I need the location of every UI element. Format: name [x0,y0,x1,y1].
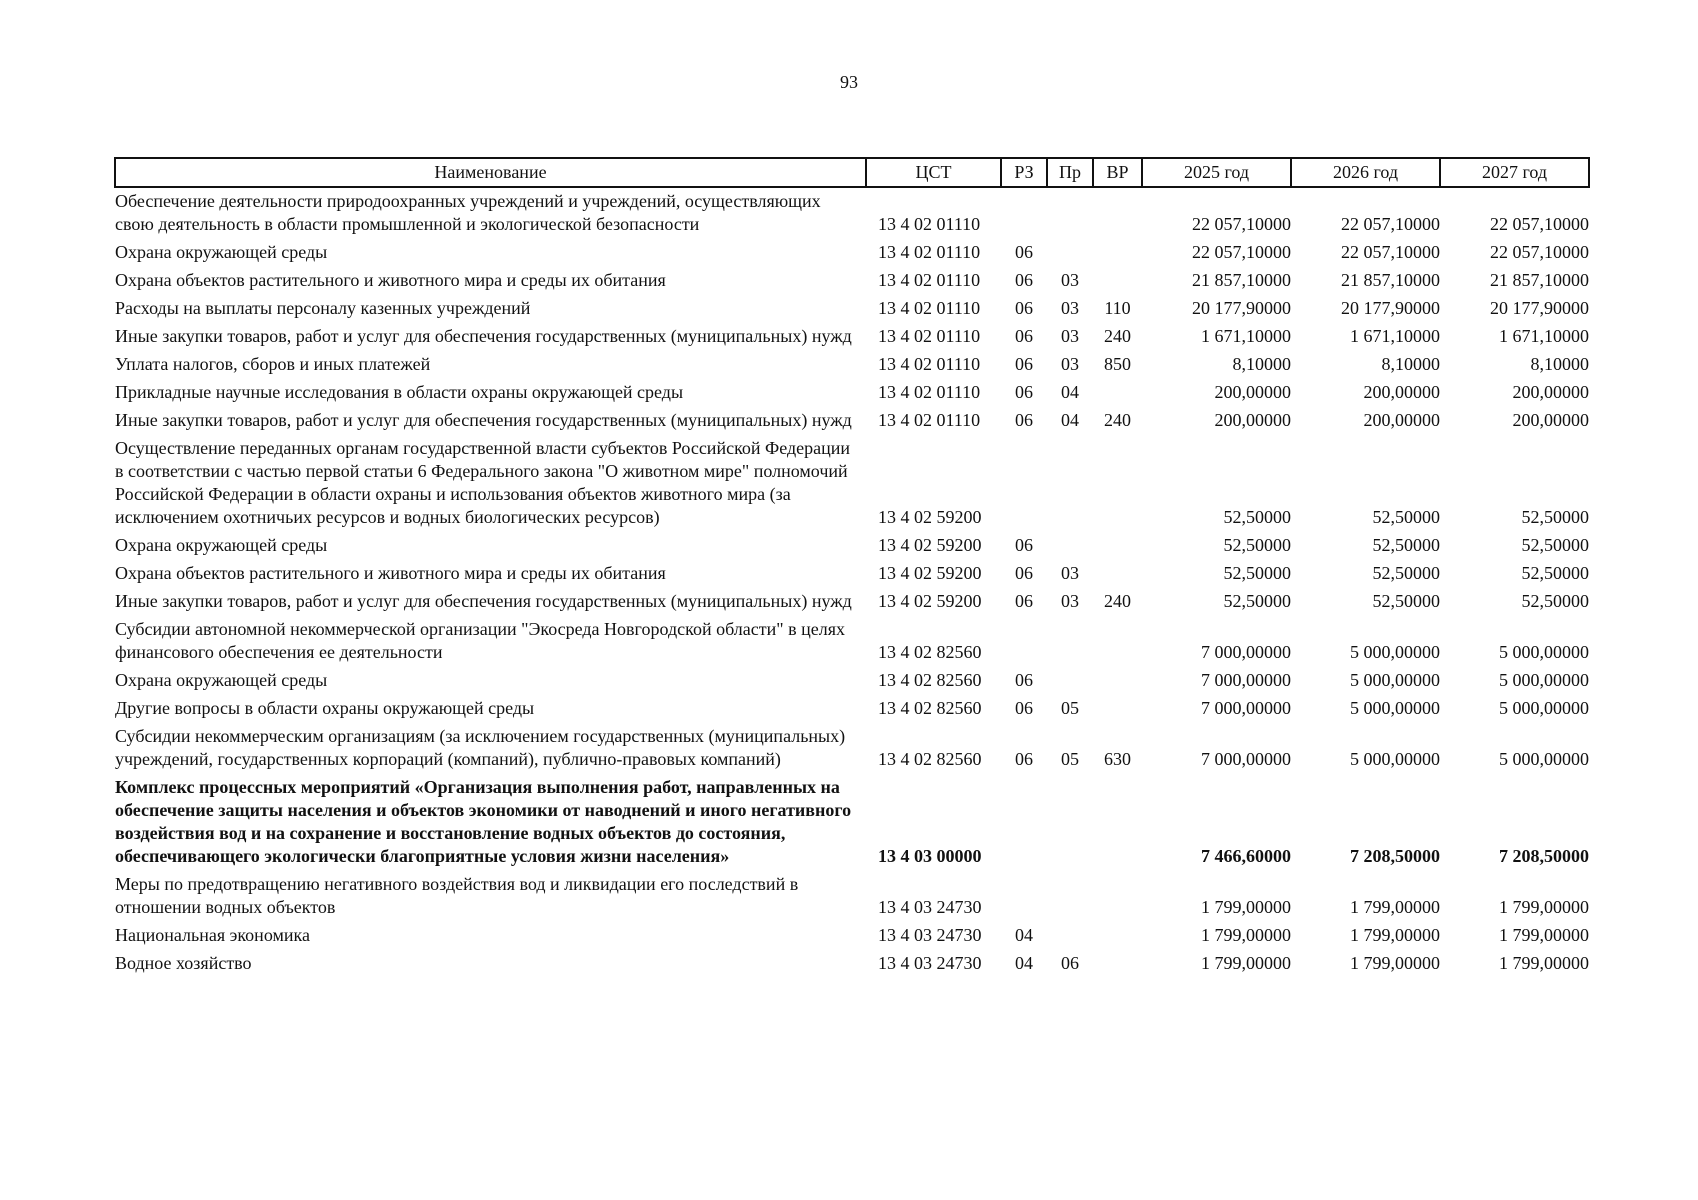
row-amount-2026: 5 000,00000 [1350,749,1440,769]
row-name: Обеспечение деятельности природоохранных учреждений и учреждений, осуществляющих свою деятельность в области промышленной и экологической безопасности [115,191,821,234]
row-name: Охрана объектов растительного и животного мира и среды их обитания [115,563,666,583]
row-pr [1047,871,1093,922]
row-name: Иные закупки товаров, работ и услуг для обеспечения государственных (муниципальных) нужд [115,326,852,346]
row-rz: 06 [1015,270,1033,290]
row-amount-2026: 7 208,50000 [1350,846,1440,866]
row-rz [1001,187,1047,239]
row-amount-2026: 21 857,10000 [1341,270,1440,290]
table-body [115,187,1589,978]
row-cst: 13 4 02 01110 [878,214,981,234]
row-vr: 240 [1104,591,1131,611]
row-rz: 06 [1015,749,1033,769]
table-row [115,532,1589,560]
row-vr [1093,435,1142,532]
table-row [115,695,1589,723]
table-row [115,588,1589,616]
row-name: Осуществление переданных органам государственной власти субъектов Российской Федерации в соответствии с частью первой статьи 6 Федерального закона "О животном мире" полномочий Российской Федерации в области охраны и использования объектов животного мира (за исключением охотничьих ресурсов и водных биологических ресурсов) [115,438,851,527]
row-amount-2027: 22 057,10000 [1490,214,1589,234]
row-amount-2027: 21 857,10000 [1490,270,1589,290]
header-name: Наименование [115,158,866,187]
row-pr: 05 [1061,698,1079,718]
row-amount-2025: 1 671,10000 [1201,326,1291,346]
row-pr [1047,616,1093,667]
row-amount-2026: 5 000,00000 [1350,670,1440,690]
row-vr [1093,532,1142,560]
row-rz [1001,616,1047,667]
row-cst: 13 4 02 01110 [878,242,981,262]
row-amount-2027: 1 671,10000 [1499,326,1589,346]
row-pr [1047,532,1093,560]
row-amount-2025: 52,50000 [1223,507,1291,527]
row-amount-2027: 200,00000 [1512,382,1589,402]
row-pr [1047,187,1093,239]
row-pr: 03 [1061,354,1079,374]
row-vr: 630 [1104,749,1131,769]
row-amount-2025: 7 000,00000 [1201,698,1291,718]
row-name: Охрана окружающей среды [115,670,328,690]
row-amount-2025: 20 177,90000 [1192,298,1291,318]
table-row [115,295,1589,323]
table-row [115,950,1589,978]
row-amount-2025: 8,10000 [1232,354,1291,374]
table-row [115,667,1589,695]
row-amount-2027: 52,50000 [1521,507,1589,527]
row-pr: 04 [1061,410,1079,430]
row-rz [1001,774,1047,871]
row-amount-2026: 20 177,90000 [1341,298,1440,318]
row-amount-2025: 1 799,00000 [1201,897,1291,917]
row-amount-2027: 7 208,50000 [1499,846,1589,866]
row-amount-2025: 200,00000 [1214,410,1291,430]
row-pr: 03 [1061,563,1079,583]
table-row [115,267,1589,295]
row-rz: 06 [1015,698,1033,718]
row-amount-2027: 1 799,00000 [1499,897,1589,917]
row-amount-2026: 8,10000 [1381,354,1440,374]
row-rz: 06 [1015,298,1033,318]
row-name: Субсидии некоммерческим организациям (за исключением государственных (муниципальных) учреждений, государственных корпораций (компаний), публично-правовых компаний) [115,726,846,769]
row-name: Расходы на выплаты персоналу казенных учреждений [115,298,531,318]
row-vr: 240 [1104,410,1131,430]
row-cst: 13 4 02 82560 [878,749,982,769]
row-amount-2027: 52,50000 [1521,591,1589,611]
row-cst: 13 4 03 00000 [878,846,982,866]
row-name: Национальная экономика [115,925,310,945]
row-amount-2025: 7 000,00000 [1201,670,1291,690]
row-amount-2025: 52,50000 [1223,535,1291,555]
row-rz: 06 [1015,670,1033,690]
row-amount-2026: 1 799,00000 [1350,953,1440,973]
row-amount-2026: 52,50000 [1372,507,1440,527]
row-cst: 13 4 02 01110 [878,410,981,430]
table-row [115,239,1589,267]
row-vr [1093,667,1142,695]
row-amount-2027: 1 799,00000 [1499,925,1589,945]
row-vr: 850 [1104,354,1131,374]
row-pr: 04 [1061,382,1079,402]
row-amount-2027: 5 000,00000 [1499,670,1589,690]
row-pr: 06 [1061,953,1079,973]
row-rz: 06 [1015,242,1033,262]
table-row [115,379,1589,407]
row-cst: 13 4 03 24730 [878,897,982,917]
row-name: Охрана окружающей среды [115,242,328,262]
row-rz: 04 [1015,953,1033,973]
row-amount-2025: 1 799,00000 [1201,925,1291,945]
row-cst: 13 4 02 59200 [878,563,982,583]
row-amount-2026: 52,50000 [1372,535,1440,555]
row-vr [1093,871,1142,922]
row-name: Комплекс процессных мероприятий «Организация выполнения работ, направленных на обеспечение защиты населения и объектов экономики от наводнений и иного негативного воздействия вод и на сохранение и восстановление водных объектов до состояния, обеспечивающего экологически благоприятные условия жизни населения» [115,777,852,866]
row-name: Охрана окружающей среды [115,535,328,555]
row-amount-2025: 52,50000 [1223,563,1291,583]
row-name: Охрана объектов растительного и животного мира и среды их обитания [115,270,666,290]
table-row [115,922,1589,950]
row-vr [1093,922,1142,950]
row-name: Иные закупки товаров, работ и услуг для обеспечения государственных (муниципальных) нужд [115,410,852,430]
row-rz: 06 [1015,382,1033,402]
header-2027: 2027 год [1440,158,1589,187]
row-pr: 03 [1061,326,1079,346]
row-amount-2026: 200,00000 [1363,410,1440,430]
row-vr [1093,695,1142,723]
header-cst: ЦСТ [866,158,1001,187]
row-amount-2027: 22 057,10000 [1490,242,1589,262]
row-vr: 110 [1104,298,1131,318]
row-amount-2026: 1 671,10000 [1350,326,1440,346]
row-rz: 06 [1015,326,1033,346]
row-vr [1093,267,1142,295]
header-pr: Пр [1047,158,1093,187]
budget-table [114,157,1590,978]
header-vr: ВР [1093,158,1142,187]
table-row [115,774,1589,871]
row-pr [1047,435,1093,532]
row-amount-2027: 5 000,00000 [1499,642,1589,662]
row-pr [1047,239,1093,267]
row-pr: 05 [1061,749,1079,769]
row-amount-2026: 5 000,00000 [1350,698,1440,718]
row-amount-2026: 1 799,00000 [1350,925,1440,945]
row-amount-2027: 5 000,00000 [1499,749,1589,769]
row-name: Другие вопросы в области охраны окружающей среды [115,698,535,718]
row-rz: 06 [1015,535,1033,555]
table-row [115,560,1589,588]
row-amount-2026: 52,50000 [1372,591,1440,611]
row-cst: 13 4 03 24730 [878,925,982,945]
table-header [115,158,1589,187]
row-pr: 03 [1061,298,1079,318]
row-pr [1047,922,1093,950]
row-rz [1001,871,1047,922]
row-amount-2027: 8,10000 [1530,354,1589,374]
row-name: Водное хозяйство [115,953,252,973]
table-row [115,323,1589,351]
row-amount-2027: 20 177,90000 [1490,298,1589,318]
row-name: Уплата налогов, сборов и иных платежей [115,354,431,374]
table-row [115,871,1589,922]
row-rz: 04 [1015,925,1033,945]
row-amount-2026: 22 057,10000 [1341,214,1440,234]
table-row [115,407,1589,435]
page-number: 93 [840,72,858,92]
row-amount-2027: 5 000,00000 [1499,698,1589,718]
row-amount-2025: 22 057,10000 [1192,242,1291,262]
row-amount-2026: 52,50000 [1372,563,1440,583]
row-cst: 13 4 02 59200 [878,591,982,611]
row-cst: 13 4 02 01110 [878,270,981,290]
row-name: Субсидии автономной некоммерческой организации "Экосреда Новгородской области" в целях финансового обеспечения ее деятельности [115,619,845,662]
row-vr [1093,616,1142,667]
row-amount-2025: 7 000,00000 [1201,749,1291,769]
row-vr [1093,774,1142,871]
row-vr [1093,950,1142,978]
row-amount-2025: 21 857,10000 [1192,270,1291,290]
row-pr: 03 [1061,270,1079,290]
row-cst: 13 4 02 59200 [878,535,982,555]
row-name: Прикладные научные исследования в области охраны окружающей среды [115,382,684,402]
row-amount-2025: 7 000,00000 [1201,642,1291,662]
row-amount-2027: 52,50000 [1521,563,1589,583]
table-row [115,723,1589,774]
row-cst: 13 4 02 82560 [878,670,982,690]
row-cst: 13 4 02 59200 [878,507,982,527]
row-rz: 06 [1015,563,1033,583]
row-pr [1047,774,1093,871]
table-row [115,435,1589,532]
row-vr [1093,560,1142,588]
row-vr: 240 [1104,326,1131,346]
row-vr [1093,187,1142,239]
header-rz: РЗ [1001,158,1047,187]
row-amount-2025: 1 799,00000 [1201,953,1291,973]
row-amount-2027: 200,00000 [1512,410,1589,430]
row-amount-2025: 200,00000 [1214,382,1291,402]
row-vr [1093,239,1142,267]
row-amount-2026: 200,00000 [1363,382,1440,402]
row-cst: 13 4 02 01110 [878,326,981,346]
row-pr: 03 [1061,591,1079,611]
row-vr [1093,379,1142,407]
row-rz: 06 [1015,354,1033,374]
row-amount-2025: 7 466,60000 [1201,846,1291,866]
row-pr [1047,667,1093,695]
row-name: Иные закупки товаров, работ и услуг для обеспечения государственных (муниципальных) нужд [115,591,852,611]
row-cst: 13 4 02 82560 [878,642,982,662]
row-amount-2026: 5 000,00000 [1350,642,1440,662]
row-cst: 13 4 02 01110 [878,382,981,402]
row-cst: 13 4 02 01110 [878,354,981,374]
row-cst: 13 4 02 82560 [878,698,982,718]
row-rz [1001,435,1047,532]
row-cst: 13 4 03 24730 [878,953,982,973]
row-amount-2026: 22 057,10000 [1341,242,1440,262]
row-rz: 06 [1015,591,1033,611]
row-amount-2026: 1 799,00000 [1350,897,1440,917]
table-row [115,187,1589,239]
row-name: Меры по предотвращению негативного воздействия вод и ликвидации его последствий в отношении водных объектов [115,874,799,917]
header-2026: 2026 год [1291,158,1440,187]
header-2025: 2025 год [1142,158,1291,187]
row-amount-2025: 22 057,10000 [1192,214,1291,234]
table-row [115,351,1589,379]
row-amount-2025: 52,50000 [1223,591,1291,611]
row-amount-2027: 1 799,00000 [1499,953,1589,973]
row-amount-2027: 52,50000 [1521,535,1589,555]
row-rz: 06 [1015,410,1033,430]
table-row [115,616,1589,667]
row-cst: 13 4 02 01110 [878,298,981,318]
